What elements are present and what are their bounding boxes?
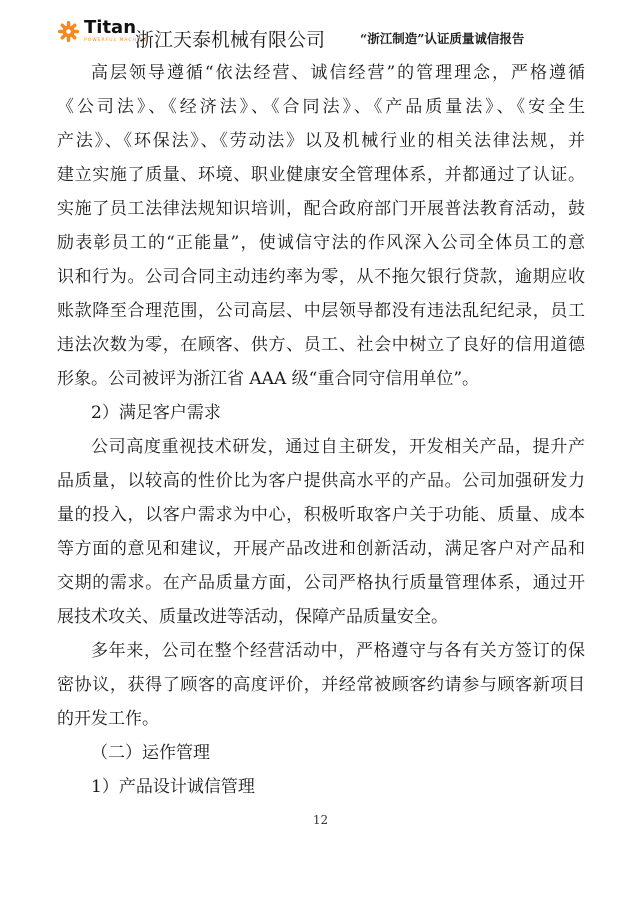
body-line: 产法》、《环保法》、《劳动法》以及机械行业的相关法律法规，并 [57,131,585,151]
body-line: 等方面的意见和建议，开展产品改进和创新活动，满足客户对产品和 [57,539,585,559]
body-line: 展技术攻关、质量改进等活动，保障产品质量安全。 [57,607,448,627]
section-heading: （二）运作管理 [91,743,210,763]
body-line: 交期的需求。在产品质量方面，公司严格执行质量管理体系，通过开 [57,573,585,593]
section-heading: 1）产品设计诚信管理 [91,777,255,797]
body-line: 建立实施了质量、环境、职业健康安全管理体系，并都通过了认证。 [57,165,585,185]
document-body [57,56,585,804]
body-line: 违法次数为零，在顾客、供方、员工、社会中树立了良好的信用道德 [57,335,585,355]
body-line: 识和行为。公司合同主动违约率为零，从不拖欠银行贷款，逾期应收 [57,267,585,287]
body-line: 密协议，获得了顾客的高度评价，并经常被顾客约请参与顾客新项目 [57,675,585,695]
logo-brand-text: Titan [84,17,137,38]
body-line: 多年来，公司在整个经营活动中，严格遵守与各有关方签订的保 [91,641,585,661]
section-heading: 2）满足客户需求 [91,403,221,423]
company-name: 浙江天泰机械有限公司 [135,29,326,51]
body-line: 实施了员工法律法规知识培训，配合政府部门开展普法教育活动，鼓 [57,199,585,219]
report-title: “浙江制造”认证质量诚信报告 [360,31,525,46]
body-line: 高层领导遵循“依法经营、诚信经营”的管理理念，严格遵循 [91,63,585,83]
gear-icon [57,20,80,43]
page-number: 12 [312,813,329,827]
body-line: 《公司法》、《经济法》、《合同法》、《产品质量法》、《安全生 [57,97,585,117]
body-line: 的开发工作。 [57,709,159,729]
body-line: 品质量，以较高的性价比为客户提供高水平的产品。公司加强研发力 [57,471,585,491]
logo-tagline-text: POWERFUL MACHINE [84,38,148,43]
body-line: 形象。公司被评为浙江省 AAA 级“重合同守信用单位”。 [57,369,480,389]
body-line: 公司高度重视技术研发，通过自主研发，开发相关产品，提升产 [91,437,585,457]
body-line: 励表彰员工的“正能量”，使诚信守法的作风深入公司全体员工的意 [57,233,585,253]
body-line: 账款降至合理范围，公司高层、中层领导都没有违法乱纪纪录，员工 [57,301,585,321]
body-line: 量的投入，以客户需求为中心，积极听取客户关于功能、质量、成本 [57,505,585,525]
company-logo [57,19,147,44]
page-header [57,17,585,53]
